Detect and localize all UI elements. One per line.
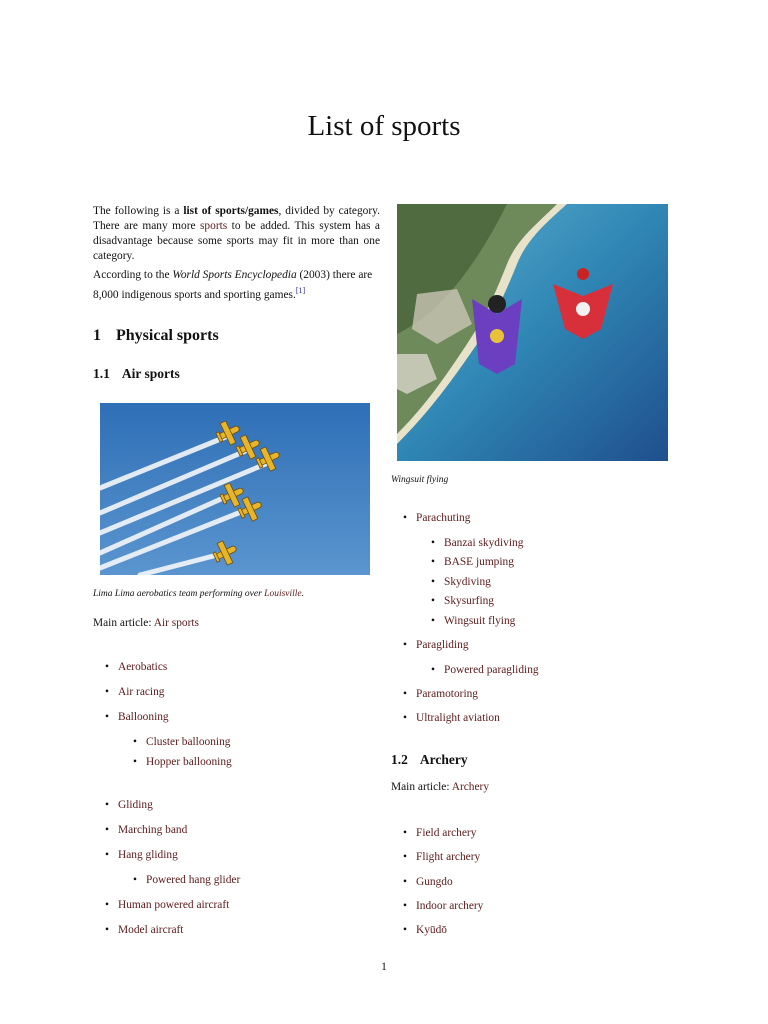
bullet-icon: • bbox=[105, 661, 109, 673]
subsection-number: 1.2 bbox=[391, 752, 408, 767]
bullet-icon: • bbox=[105, 711, 109, 723]
bullet-icon: • bbox=[431, 664, 435, 676]
intro-bold: list of sports/games bbox=[183, 205, 279, 217]
bullet-icon: • bbox=[431, 576, 435, 588]
list-item-label: Powered paragliding bbox=[444, 664, 539, 676]
subsection-heading-air-sports bbox=[93, 366, 180, 382]
bullet-icon: • bbox=[105, 849, 109, 861]
page-title: List of sports bbox=[307, 110, 461, 142]
bullet-icon: • bbox=[431, 556, 435, 568]
list-item-label: Marching band bbox=[118, 824, 188, 836]
list-item-label: Paragliding bbox=[416, 639, 469, 651]
list-item-wingsuit-flying[interactable] bbox=[431, 615, 516, 627]
bullet-icon: • bbox=[403, 512, 407, 524]
list-item-label: Paramotoring bbox=[416, 688, 479, 700]
list-item-label: Human powered aircraft bbox=[118, 899, 230, 911]
aerobatics-photo bbox=[100, 403, 370, 575]
list-item-label: Hang gliding bbox=[118, 849, 178, 861]
subsection-number: 1.1 bbox=[93, 366, 110, 381]
caption-text: Lima Lima aerobatics team performing over bbox=[93, 589, 265, 599]
list-item-label: Ballooning bbox=[118, 711, 169, 723]
bullet-icon: • bbox=[431, 595, 435, 607]
main-article-label: Main article: bbox=[391, 781, 452, 793]
reference-link[interactable]: [1] bbox=[295, 286, 306, 295]
intro-paragraph-1 bbox=[93, 204, 380, 264]
list-item-powered-hang-glider[interactable] bbox=[133, 874, 241, 886]
list-item-ultralight-aviation[interactable] bbox=[403, 712, 500, 724]
list-item-label: Skydiving bbox=[444, 576, 491, 588]
list-item-skysurfing[interactable] bbox=[431, 595, 494, 607]
intro-paragraph-2 bbox=[93, 268, 380, 303]
bullet-icon: • bbox=[431, 615, 435, 627]
list-item-paragliding[interactable] bbox=[403, 639, 469, 651]
list-item-aerobatics[interactable] bbox=[105, 661, 168, 673]
list-item-label: Kyūdō bbox=[416, 924, 448, 936]
intro-text: (2003) there are 8,000 indigenous sports and sporting games. bbox=[93, 269, 373, 301]
section-number: 1 bbox=[93, 327, 101, 344]
list-item-base-jumping[interactable] bbox=[431, 556, 514, 568]
wingsuit-photo bbox=[397, 204, 668, 461]
bullet-icon: • bbox=[133, 756, 137, 768]
list-item-air-racing[interactable] bbox=[105, 686, 165, 698]
louisville-link[interactable]: Louisville bbox=[264, 589, 302, 599]
bullet-icon: • bbox=[403, 851, 407, 863]
list-item-label: Field archery bbox=[416, 827, 477, 839]
list-item-label: Hopper ballooning bbox=[146, 756, 232, 768]
bullet-icon: • bbox=[133, 736, 137, 748]
aerobatics-caption bbox=[93, 589, 304, 599]
wingsuit-caption: Wingsuit flying bbox=[391, 475, 449, 485]
list-item-label: Flight archery bbox=[416, 851, 481, 863]
list-item-gliding[interactable] bbox=[105, 799, 153, 811]
bullet-icon: • bbox=[403, 639, 407, 651]
list-item-label: Gungdo bbox=[416, 876, 453, 888]
list-item-field-archery[interactable] bbox=[403, 827, 477, 839]
main-article-label: Main article: bbox=[93, 617, 154, 629]
list-item-label: Parachuting bbox=[416, 512, 471, 524]
list-item-label: Gliding bbox=[118, 799, 153, 811]
encyclopedia-title: World Sports Encyclopedia bbox=[172, 269, 297, 281]
bullet-icon: • bbox=[105, 899, 109, 911]
bullet-icon: • bbox=[105, 686, 109, 698]
list-item-human-powered-aircraft[interactable] bbox=[105, 899, 230, 911]
list-item-cluster-ballooning[interactable] bbox=[133, 736, 231, 748]
list-item-model-aircraft[interactable] bbox=[105, 924, 184, 936]
archery-link[interactable]: Archery bbox=[451, 781, 490, 793]
list-item-label: Air racing bbox=[118, 686, 165, 698]
page-number: 1 bbox=[381, 961, 387, 973]
subsection-title: Archery bbox=[419, 752, 468, 767]
section-heading-physical-sports bbox=[93, 327, 219, 345]
bullet-icon: • bbox=[133, 874, 137, 886]
list-item-label: Indoor archery bbox=[416, 900, 484, 912]
bullet-icon: • bbox=[105, 824, 109, 836]
main-article-archery bbox=[391, 781, 489, 793]
bullet-icon: • bbox=[403, 900, 407, 912]
list-item-gungdo[interactable] bbox=[403, 876, 453, 888]
section-title: Physical sports bbox=[116, 327, 219, 344]
bullet-icon: • bbox=[403, 688, 407, 700]
list-item-paramotoring[interactable] bbox=[403, 688, 479, 700]
bullet-icon: • bbox=[403, 876, 407, 888]
list-item-label: Cluster ballooning bbox=[146, 736, 231, 748]
list-item-powered-paragliding[interactable] bbox=[431, 664, 539, 676]
bullet-icon: • bbox=[431, 537, 435, 549]
list-item-kyudo[interactable] bbox=[403, 924, 448, 936]
bullet-icon: • bbox=[403, 827, 407, 839]
bullet-icon: • bbox=[403, 924, 407, 936]
subsection-title: Air sports bbox=[121, 366, 180, 381]
list-item-banzai-skydiving[interactable] bbox=[431, 537, 524, 549]
intro-text: to be added. This system has a disadvantage because some sports may fit in more than one category. bbox=[93, 220, 380, 262]
intro-text: The following is a bbox=[93, 205, 184, 217]
list-item-indoor-archery[interactable] bbox=[403, 900, 484, 912]
main-article-air bbox=[93, 617, 199, 629]
list-item-label: Powered hang glider bbox=[146, 874, 241, 886]
list-item-marching-band[interactable] bbox=[105, 824, 188, 836]
subsection-heading-archery bbox=[391, 752, 468, 768]
list-item-flight-archery[interactable] bbox=[403, 851, 481, 863]
caption-text: . bbox=[301, 589, 305, 599]
air-sports-link[interactable]: Air sports bbox=[153, 617, 199, 629]
sports-link[interactable]: sports bbox=[200, 220, 228, 232]
list-item-label: Ultralight aviation bbox=[416, 712, 500, 724]
bullet-icon: • bbox=[105, 924, 109, 936]
list-item-label: Banzai skydiving bbox=[444, 537, 524, 549]
list-item-label: Skysurfing bbox=[444, 595, 494, 607]
list-item-ballooning[interactable] bbox=[105, 711, 169, 723]
list-item-label: Model aircraft bbox=[118, 924, 184, 936]
list-item-skydiving[interactable] bbox=[431, 576, 491, 588]
list-item-label: Aerobatics bbox=[118, 661, 168, 673]
list-item-hang-gliding[interactable] bbox=[105, 849, 178, 861]
intro-text: According to the bbox=[93, 269, 173, 281]
list-item-label: Wingsuit flying bbox=[444, 615, 516, 627]
list-item-hopper-ballooning[interactable] bbox=[133, 756, 232, 768]
list-item-parachuting[interactable] bbox=[403, 512, 471, 524]
intro-text: , divided by category. There are many more bbox=[93, 205, 380, 232]
list-item-label: BASE jumping bbox=[444, 556, 514, 568]
bullet-icon: • bbox=[403, 712, 407, 724]
bullet-icon: • bbox=[105, 799, 109, 811]
